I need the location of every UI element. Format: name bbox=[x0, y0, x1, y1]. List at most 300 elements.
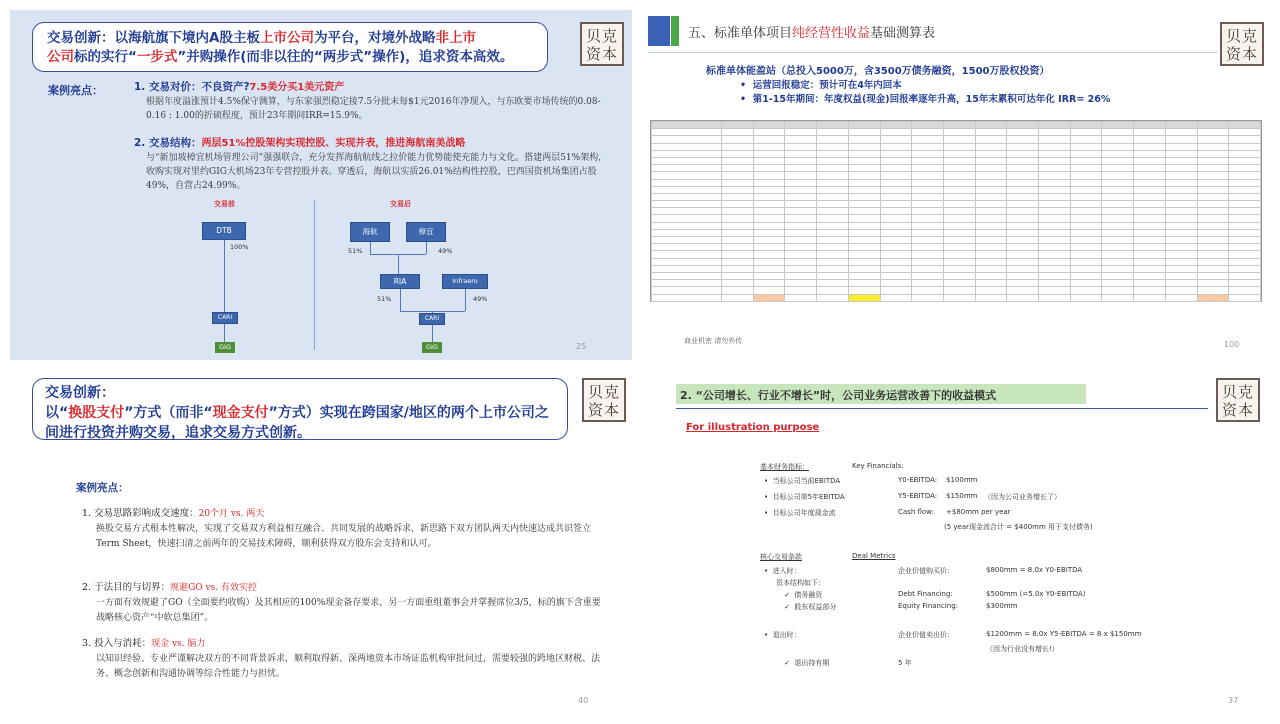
table-cell bbox=[652, 229, 722, 236]
table-cell bbox=[652, 186, 722, 193]
table-cell bbox=[1134, 143, 1166, 150]
table-cell bbox=[1165, 251, 1197, 258]
table-cell bbox=[722, 193, 754, 200]
table-cell bbox=[1134, 122, 1166, 129]
table-cell bbox=[912, 215, 944, 222]
highlight-item-1: 1. 交易思路彩响成交速度：20个月 vs. 两天 换股交易方式根本性解决，实现了交易双方利益相互融合、共同发展的战略诉求，新思路下双方团队两天内快速达成共识签立Term Sheet，快速扫清之前两年的交易技术障碍，顺利获得双方股东会支持和认可。 bbox=[82, 508, 592, 549]
metric-row: • 目标公司第5年EBITDA bbox=[764, 493, 845, 501]
table-cell bbox=[848, 157, 880, 164]
ria-box: RIA bbox=[380, 274, 420, 289]
table-cell bbox=[817, 258, 849, 265]
deal-key: Debt Financing: bbox=[898, 590, 953, 598]
deal-value: 5 年 bbox=[898, 659, 912, 667]
table-cell bbox=[1197, 258, 1229, 265]
metric-note: （因为公司业务增长了） bbox=[984, 493, 1061, 501]
table-cell bbox=[1134, 237, 1166, 244]
metric-value: +$80mm per year bbox=[946, 508, 1011, 516]
table-cell bbox=[880, 172, 912, 179]
table-row bbox=[652, 172, 1261, 179]
table-cell bbox=[753, 251, 785, 258]
table-cell bbox=[975, 172, 1007, 179]
table-cell bbox=[753, 208, 785, 215]
table-cell bbox=[943, 150, 975, 157]
table-cell bbox=[753, 136, 785, 143]
table-cell bbox=[753, 272, 785, 279]
table-cell bbox=[817, 150, 849, 157]
table-cell bbox=[880, 222, 912, 229]
table-cell bbox=[1134, 165, 1166, 172]
table-cell bbox=[652, 222, 722, 229]
table-cell bbox=[943, 237, 975, 244]
table-cell bbox=[1039, 136, 1071, 143]
table-cell bbox=[722, 136, 754, 143]
illustration-note: For illustration purpose bbox=[686, 422, 820, 433]
table-cell bbox=[848, 287, 880, 294]
table-cell bbox=[975, 287, 1007, 294]
table-cell bbox=[1165, 294, 1197, 301]
table-cell bbox=[1197, 122, 1229, 129]
table-cell bbox=[1070, 129, 1102, 136]
table-cell bbox=[1197, 136, 1229, 143]
table-cell bbox=[1039, 272, 1071, 279]
table-cell bbox=[1102, 179, 1134, 186]
table-cell bbox=[1039, 201, 1071, 208]
table-cell bbox=[912, 150, 944, 157]
table-cell bbox=[1039, 122, 1071, 129]
table-cell bbox=[880, 237, 912, 244]
table-cell bbox=[1165, 287, 1197, 294]
table-cell bbox=[817, 201, 849, 208]
table-cell bbox=[912, 294, 944, 301]
table-cell bbox=[652, 237, 722, 244]
table-cell bbox=[880, 165, 912, 172]
table-cell bbox=[1229, 193, 1261, 200]
metric-note: (5 year现金流合计 = $400mm 用于支付债务) bbox=[944, 523, 1093, 531]
table-cell bbox=[1197, 165, 1229, 172]
table-cell bbox=[652, 280, 722, 287]
table-cell bbox=[1165, 222, 1197, 229]
table-cell bbox=[1229, 215, 1261, 222]
table-cell bbox=[722, 215, 754, 222]
table-row bbox=[652, 129, 1261, 136]
table-cell bbox=[722, 265, 754, 272]
table-row bbox=[652, 280, 1261, 287]
table-cell bbox=[848, 165, 880, 172]
table-cell bbox=[1197, 280, 1229, 287]
table-cell bbox=[1102, 287, 1134, 294]
accent-bar-blue bbox=[648, 16, 670, 46]
table-cell bbox=[1229, 280, 1261, 287]
table-cell bbox=[1102, 129, 1134, 136]
slide-share-swap bbox=[10, 368, 632, 720]
table-cell bbox=[1039, 294, 1071, 301]
table-cell bbox=[975, 179, 1007, 186]
beike-seal-logo: 贝克 资本 bbox=[582, 378, 626, 422]
slide-title-box bbox=[32, 22, 548, 72]
table-cell bbox=[975, 237, 1007, 244]
table-cell bbox=[848, 237, 880, 244]
table-cell bbox=[817, 208, 849, 215]
table-cell bbox=[1039, 265, 1071, 272]
table-row bbox=[652, 157, 1261, 164]
pct-51b: 51% bbox=[377, 295, 392, 303]
table-cell bbox=[652, 244, 722, 251]
highlight-item-2: 2. 于法目的与切界：规避GO vs. 有效实控 一方面有效规避了GO（全面要约收购）及其相应的100%现金备存要求，另一方面重组董事会并掌握席位3/5，标的旗下含重要战略核心资产“中软总集团”。 bbox=[82, 582, 601, 623]
table-cell bbox=[1229, 251, 1261, 258]
table-cell bbox=[1102, 251, 1134, 258]
table-cell bbox=[785, 165, 817, 172]
table-cell bbox=[943, 201, 975, 208]
table-cell bbox=[722, 201, 754, 208]
table-cell bbox=[1229, 229, 1261, 236]
gig-box-after: GIG bbox=[422, 342, 442, 353]
table-row bbox=[652, 193, 1261, 200]
table-cell bbox=[943, 193, 975, 200]
table-cell bbox=[1070, 165, 1102, 172]
table-cell bbox=[1197, 251, 1229, 258]
table-cell bbox=[1102, 215, 1134, 222]
table-cell bbox=[1070, 280, 1102, 287]
table-cell bbox=[652, 129, 722, 136]
table-cell bbox=[817, 165, 849, 172]
table-cell bbox=[1070, 287, 1102, 294]
header-rule bbox=[648, 52, 1218, 53]
table-cell bbox=[753, 258, 785, 265]
table-cell bbox=[975, 122, 1007, 129]
table-cell bbox=[1229, 208, 1261, 215]
table-cell bbox=[817, 129, 849, 136]
table-cell bbox=[1134, 287, 1166, 294]
table-cell bbox=[785, 157, 817, 164]
table-cell bbox=[785, 258, 817, 265]
table-cell bbox=[1007, 258, 1039, 265]
table-cell bbox=[1039, 280, 1071, 287]
accent-bar-green bbox=[671, 16, 679, 46]
table-row bbox=[652, 258, 1261, 265]
table-cell bbox=[753, 179, 785, 186]
table-cell bbox=[943, 122, 975, 129]
beike-seal-logo: 贝克 资本 bbox=[1216, 378, 1260, 422]
table-cell bbox=[1197, 229, 1229, 236]
table-cell bbox=[1134, 215, 1166, 222]
page-number: 40 bbox=[578, 696, 589, 705]
table-row bbox=[652, 251, 1261, 258]
deal-value: $300mm bbox=[986, 602, 1018, 610]
deal-metrics-label: Deal Metrics bbox=[852, 552, 896, 560]
metric-key: Y0-EBITDA: bbox=[898, 476, 938, 484]
table-cell bbox=[1070, 172, 1102, 179]
table-cell bbox=[1039, 157, 1071, 164]
table-cell bbox=[943, 265, 975, 272]
table-row bbox=[652, 208, 1261, 215]
table-cell bbox=[1229, 172, 1261, 179]
table-cell bbox=[785, 186, 817, 193]
table-cell bbox=[722, 150, 754, 157]
connector bbox=[400, 289, 401, 311]
table-cell bbox=[722, 186, 754, 193]
table-cell bbox=[1070, 157, 1102, 164]
table-cell bbox=[943, 179, 975, 186]
table-cell bbox=[912, 165, 944, 172]
table-cell bbox=[1039, 287, 1071, 294]
table-cell bbox=[975, 165, 1007, 172]
table-cell bbox=[912, 237, 944, 244]
table-cell bbox=[785, 143, 817, 150]
table-cell bbox=[1007, 222, 1039, 229]
table-cell bbox=[943, 215, 975, 222]
table-cell bbox=[1134, 193, 1166, 200]
table-cell bbox=[975, 193, 1007, 200]
table-cell bbox=[1102, 244, 1134, 251]
table-cell bbox=[753, 222, 785, 229]
table-cell bbox=[975, 294, 1007, 301]
table-cell bbox=[848, 272, 880, 279]
table-cell bbox=[880, 179, 912, 186]
infraero-box: Infraero bbox=[442, 274, 488, 289]
table-cell bbox=[912, 229, 944, 236]
table-cell bbox=[880, 186, 912, 193]
table-cell bbox=[880, 244, 912, 251]
table-cell bbox=[1070, 251, 1102, 258]
table-cell bbox=[785, 208, 817, 215]
table-cell bbox=[1102, 208, 1134, 215]
table-cell bbox=[652, 287, 722, 294]
table-cell bbox=[848, 186, 880, 193]
table-cell bbox=[975, 251, 1007, 258]
table-cell bbox=[1229, 244, 1261, 251]
table-cell bbox=[817, 244, 849, 251]
table-row bbox=[652, 143, 1261, 150]
table-cell bbox=[1102, 280, 1134, 287]
table-cell bbox=[912, 251, 944, 258]
table-cell bbox=[912, 179, 944, 186]
table-cell bbox=[943, 287, 975, 294]
table-cell bbox=[817, 143, 849, 150]
table-cell bbox=[880, 294, 912, 301]
table-cell bbox=[1165, 165, 1197, 172]
deal-value: $1200mm = 8.0x Y5-EBITDA = 8 x $150mm bbox=[986, 630, 1142, 638]
table-cell bbox=[817, 265, 849, 272]
page-number: 37 bbox=[1228, 696, 1239, 705]
table-cell bbox=[880, 215, 912, 222]
table-cell bbox=[975, 244, 1007, 251]
table-cell bbox=[975, 136, 1007, 143]
table-cell bbox=[1007, 150, 1039, 157]
highlight-item-3: 3. 投入与消耗：现金 vs. 脑力 以知识经验、专业严谨解决双方的不同背景诉求，顺利取得新、深两地资本市场证监机构审批问过，需要较强的跨地区财税、法务、概念创新和沟通协调等综合性能力与担忧。 bbox=[82, 638, 601, 679]
table-cell bbox=[1070, 244, 1102, 251]
table-cell bbox=[1007, 157, 1039, 164]
table-cell bbox=[1007, 143, 1039, 150]
table-cell bbox=[1165, 157, 1197, 164]
table-row bbox=[652, 272, 1261, 279]
table-cell bbox=[722, 165, 754, 172]
table-cell bbox=[1197, 143, 1229, 150]
table-cell bbox=[817, 172, 849, 179]
table-cell bbox=[1007, 186, 1039, 193]
connector bbox=[224, 324, 225, 342]
table-cell bbox=[880, 157, 912, 164]
table-cell bbox=[785, 237, 817, 244]
estimate-table-grid bbox=[651, 121, 1261, 302]
title-highlight: 一步式 bbox=[136, 49, 178, 65]
table-cell bbox=[1134, 294, 1166, 301]
table-cell bbox=[1007, 251, 1039, 258]
table-cell bbox=[1007, 272, 1039, 279]
table-cell bbox=[785, 122, 817, 129]
table-cell bbox=[943, 143, 975, 150]
table-cell bbox=[1007, 122, 1039, 129]
table-cell bbox=[785, 251, 817, 258]
table-cell bbox=[1007, 229, 1039, 236]
table-cell bbox=[1102, 157, 1134, 164]
table-cell bbox=[975, 186, 1007, 193]
table-cell bbox=[1134, 172, 1166, 179]
page-number: 25 bbox=[576, 342, 587, 351]
table-cell bbox=[785, 129, 817, 136]
table-cell bbox=[652, 265, 722, 272]
table-cell bbox=[753, 172, 785, 179]
deal-sub: 资本结构如下： bbox=[776, 579, 825, 587]
table-cell bbox=[722, 172, 754, 179]
table-cell bbox=[912, 193, 944, 200]
table-cell bbox=[848, 136, 880, 143]
table-cell bbox=[1070, 193, 1102, 200]
table-cell bbox=[912, 265, 944, 272]
table-row bbox=[652, 136, 1261, 143]
table-cell bbox=[1070, 122, 1102, 129]
table-cell bbox=[1197, 179, 1229, 186]
table-cell bbox=[753, 280, 785, 287]
table-cell bbox=[652, 157, 722, 164]
table-cell bbox=[785, 179, 817, 186]
table-cell bbox=[1007, 215, 1039, 222]
table-cell bbox=[1039, 186, 1071, 193]
table-cell bbox=[722, 294, 754, 301]
table-row bbox=[652, 201, 1261, 208]
table-cell bbox=[1070, 143, 1102, 150]
table-cell bbox=[1197, 172, 1229, 179]
table-row bbox=[652, 122, 1261, 129]
table-cell bbox=[1229, 294, 1261, 301]
table-cell bbox=[652, 143, 722, 150]
table-cell bbox=[1134, 136, 1166, 143]
table-cell bbox=[1070, 201, 1102, 208]
table-cell bbox=[943, 294, 975, 301]
table-row bbox=[652, 294, 1261, 301]
table-cell bbox=[1165, 201, 1197, 208]
table-cell bbox=[753, 157, 785, 164]
table-cell bbox=[880, 265, 912, 272]
table-cell bbox=[722, 229, 754, 236]
metric-value: $100mm bbox=[946, 476, 978, 484]
table-cell bbox=[1197, 208, 1229, 215]
table-cell bbox=[1070, 186, 1102, 193]
table-cell bbox=[652, 193, 722, 200]
title-text: 交易创新：以海航旗下境内A股主板 bbox=[47, 30, 260, 46]
table-row bbox=[652, 229, 1261, 236]
table-cell bbox=[1102, 265, 1134, 272]
table-cell bbox=[1039, 208, 1071, 215]
table-cell bbox=[880, 287, 912, 294]
table-cell bbox=[1007, 244, 1039, 251]
table-cell bbox=[912, 287, 944, 294]
table-cell bbox=[943, 129, 975, 136]
table-cell bbox=[1134, 280, 1166, 287]
table-cell bbox=[1039, 237, 1071, 244]
table-cell bbox=[912, 129, 944, 136]
table-cell bbox=[1039, 193, 1071, 200]
table-cell bbox=[1007, 265, 1039, 272]
table-cell bbox=[1039, 244, 1071, 251]
table-cell bbox=[1165, 150, 1197, 157]
table-cell bbox=[1165, 129, 1197, 136]
table-cell bbox=[975, 201, 1007, 208]
table-cell bbox=[1165, 136, 1197, 143]
table-cell bbox=[975, 258, 1007, 265]
table-cell bbox=[975, 129, 1007, 136]
table-cell bbox=[1070, 179, 1102, 186]
table-cell bbox=[880, 229, 912, 236]
table-cell bbox=[975, 150, 1007, 157]
confidential-footer: 商业机密 请勿外传 bbox=[684, 337, 743, 345]
table-cell bbox=[1134, 244, 1166, 251]
beike-seal-logo: 贝克 资本 bbox=[580, 22, 624, 66]
table-row bbox=[652, 179, 1261, 186]
deal-row: • 进入时： bbox=[764, 567, 801, 575]
table-cell bbox=[943, 244, 975, 251]
table-cell bbox=[652, 122, 722, 129]
title-highlight: 非上市 bbox=[435, 30, 476, 46]
table-cell bbox=[975, 222, 1007, 229]
table-cell bbox=[652, 136, 722, 143]
table-cell bbox=[817, 222, 849, 229]
table-cell bbox=[785, 294, 817, 301]
table-cell bbox=[880, 272, 912, 279]
metric-row: • 目标公司年度现金流 bbox=[764, 509, 836, 517]
table-row bbox=[652, 287, 1261, 294]
table-cell bbox=[753, 165, 785, 172]
key-financials-label: Key Financials: bbox=[852, 462, 904, 470]
table-cell bbox=[1070, 215, 1102, 222]
table-cell bbox=[1229, 136, 1261, 143]
deal-row: ✓ 债务融资 bbox=[784, 591, 823, 599]
table-cell bbox=[817, 280, 849, 287]
table-cell bbox=[1070, 265, 1102, 272]
table-cell bbox=[848, 129, 880, 136]
table-cell bbox=[943, 280, 975, 287]
table-cell bbox=[785, 172, 817, 179]
table-row bbox=[652, 222, 1261, 229]
table-cell bbox=[1229, 222, 1261, 229]
table-cell bbox=[652, 172, 722, 179]
table-cell bbox=[1102, 201, 1134, 208]
table-cell bbox=[722, 143, 754, 150]
deal-key: 企业价值卖出价： bbox=[898, 631, 954, 639]
table-cell bbox=[652, 215, 722, 222]
connector bbox=[224, 240, 225, 312]
table-cell bbox=[943, 222, 975, 229]
table-cell bbox=[1197, 265, 1229, 272]
table-cell bbox=[848, 208, 880, 215]
table-cell bbox=[912, 208, 944, 215]
table-cell bbox=[1229, 143, 1261, 150]
table-cell bbox=[1134, 258, 1166, 265]
table-cell bbox=[817, 229, 849, 236]
cari-box: CARI bbox=[212, 312, 238, 324]
table-cell bbox=[880, 251, 912, 258]
table-cell bbox=[880, 280, 912, 287]
table-cell bbox=[753, 122, 785, 129]
